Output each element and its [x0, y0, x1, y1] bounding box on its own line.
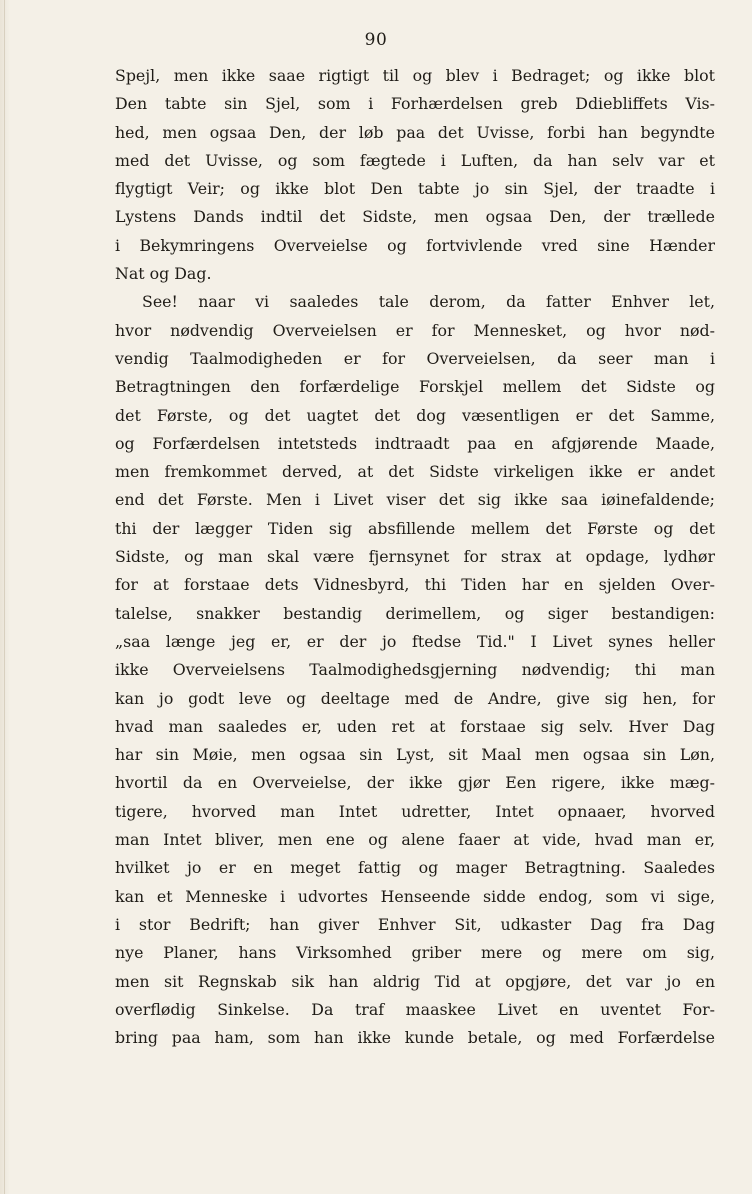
- text-line: hed, men ogsaa Den, der løb paa det Uvisse, forbi han begyndte: [115, 122, 715, 142]
- text-line: kan jo godt leve og deeltage med de Andre, give sig hen, for: [115, 688, 715, 708]
- text-line: hvad man saaledes er, uden ret at forstaae sig selv. Hver Dag: [115, 716, 715, 736]
- text-line: bring paa ham, som han ikke kunde betale, og med Forfærdelse: [115, 1028, 715, 1048]
- text-line: hvortil da en Overveielse, der ikke gjør Een rigere, ikke mæg-: [115, 773, 715, 793]
- text-line: end det Første. Men i Livet viser det sig ikke saa iøinefaldende;: [115, 490, 715, 510]
- text-line: vendig Taalmodigheden er for Overveielsen, da seer man i: [115, 348, 715, 368]
- text-line: Nat og Dag.: [115, 264, 212, 284]
- text-line: See! naar vi saaledes tale derom, da fatter Enhver let,: [142, 292, 715, 312]
- text-line: og Forfærdelsen intetsteds indtraadt paa en afgjørende Maade,: [115, 433, 715, 453]
- text-line: man Intet bliver, men ene og alene faaer at vide, hvad man er,: [115, 830, 715, 850]
- text-line: hvor nødvendig Overveielsen er for Mennesket, og hvor nød-: [115, 320, 715, 340]
- page-number: 90: [364, 30, 388, 50]
- text-line: overflødig Sinkelse. Da traf maaskee Livet en uventet For-: [115, 999, 715, 1019]
- text-line: nye Planer, hans Virksomhed griber mere og mere om sig,: [115, 943, 715, 963]
- text-line: thi der lægger Tiden sig absfillende mellem det Første og det: [115, 518, 715, 538]
- text-line: „saa længe jeg er, er der jo ftedse Tid." I Livet synes heller: [115, 631, 715, 651]
- text-line: i Bekymringens Overveielse og fortvivlende vred sine Hænder: [115, 235, 715, 255]
- page-gutter: [4, 0, 5, 1194]
- text-line: det Første, og det uagtet det dog væsentligen er det Samme,: [115, 405, 715, 425]
- text-line: men fremkommet derved, at det Sidste virkeligen ikke er andet: [115, 462, 715, 482]
- text-line: Sidste, og man skal være fjernsynet for strax at opdage, lydhør: [115, 547, 715, 567]
- text-line: i stor Bedrift; han giver Enhver Sit, udkaster Dag fra Dag: [115, 914, 715, 934]
- text-line: tigere, hvorved man Intet udretter, Intet opnaaer, hvorved: [115, 801, 715, 821]
- body-text: [115, 62, 715, 1052]
- text-line: ikke Overveielsens Taalmodighedsgjerning nødvendig; thi man: [115, 660, 715, 680]
- text-line: Den tabte sin Sjel, som i Forhærdelsen greb Ddiebliffets Vis-: [115, 94, 715, 114]
- text-line: for at forstaae dets Vidnesbyrd, thi Tiden har en sjelden Over-: [115, 575, 715, 595]
- text-line: med det Uvisse, og som fægtede i Luften, da han selv var et: [115, 150, 715, 170]
- text-line: talelse, snakker bestandig derimellem, og siger bestandigen:: [115, 603, 715, 623]
- text-line: flygtigt Veir; og ikke blot Den tabte jo sin Sjel, der traadte i: [115, 179, 715, 199]
- text-line: hvilket jo er en meget fattig og mager Betragtning. Saaledes: [115, 858, 715, 878]
- text-line: Betragtningen den forfærdelige Forskjel mellem det Sidste og: [115, 377, 715, 397]
- text-line: Lystens Dands indtil det Sidste, men ogsaa Den, der trællede: [115, 207, 715, 227]
- text-line: men sit Regnskab sik han aldrig Tid at opgjøre, det var jo en: [115, 971, 715, 991]
- text-line: kan et Menneske i udvortes Henseende sidde endog, som vi sige,: [115, 886, 715, 906]
- text-line: Spejl, men ikke saae rigtigt til og blev i Bedraget; og ikke blot: [115, 66, 715, 85]
- text-line: har sin Møie, men ogsaa sin Lyst, sit Maal men ogsaa sin Løn,: [115, 745, 715, 765]
